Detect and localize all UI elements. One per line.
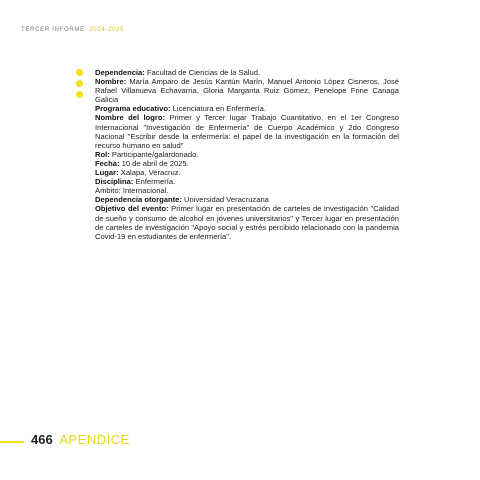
section-label: APENDICE [59,432,130,447]
field-dependencia [95,68,399,77]
footer-accent-line [0,441,24,443]
field-lugar [95,168,399,177]
bullet-dot-icon [76,80,83,87]
running-header [21,27,124,33]
field-label: Dependencia otorgante: [95,195,182,205]
field-value: Universidad Veracruzana [184,195,269,205]
field-fecha [95,159,399,168]
header-years: 2024-2025 [89,27,125,33]
field-disciplina [95,177,399,186]
header-title: TERCER INFORME [21,27,85,33]
achievement-entry [95,68,399,241]
field-rol [95,150,399,159]
field-label: Lugar: [95,168,119,178]
field-value: Xalapa, Veracruz. [120,168,181,178]
field-logro [95,113,399,149]
field-label: Nombre: [95,77,127,87]
field-label: Disciplina: [95,177,134,187]
field-label: Programa educativo: [95,104,171,114]
page-number: 466 [31,432,53,447]
page-footer [31,432,130,447]
field-objetivo [95,204,399,240]
field-otorgante [95,195,399,204]
field-label: Dependencia: [95,68,145,77]
field-nombre [95,77,399,104]
field-label: Rol: [95,149,110,159]
field-programa [95,104,399,113]
field-label: Fecha: [95,158,120,168]
field-value: Participante/galardonado. [111,149,199,159]
field-value: Facultad de Ciencias de la Salud. [146,68,261,77]
field-value: María Amparo de Jesús Kantún Marín, Manuel Antonio López Cisneros, José Rafael Villanueva Echavarria, Gloria Margarita Ruiz Gómez, Penelope Frine Cariaga Galicia [95,77,399,105]
bullet-dot-icon [76,91,83,98]
field-value: Enfermería. [135,177,176,187]
field-value: 10 de abril de 2025. [121,158,189,168]
field-value: Licenciatura en Enfermería. [172,104,266,114]
field-ambito: Ámbito: Internacional. [95,186,169,196]
field-value: Primer lugar en presentación de carteles de investigación "Calidad de sueño y consumo de alcohol en jóvenes universitarios" y Tercer lugar en presentación de carteles de investigación "Apoyo social y estrés percibido relacionado con la pandemia Covid-19 en estudiantes de enfermería". [95,204,399,241]
bullet-markers [76,69,83,102]
field-label: Nombre del logro: [95,113,166,123]
field-value: Primer y Tercer lugar Trabajo Cuantitativo, en el 1er Congreso Internacional "Investigación de Enfermería" de Cuerpo Académico y 2do Congreso Nacional "Escribir desde la enfermería: el papel de la investigación en la formación del recurso humano en salud" [95,113,399,150]
bullet-dot-icon [76,69,83,76]
field-label: Objetivo del evento: [95,204,169,214]
